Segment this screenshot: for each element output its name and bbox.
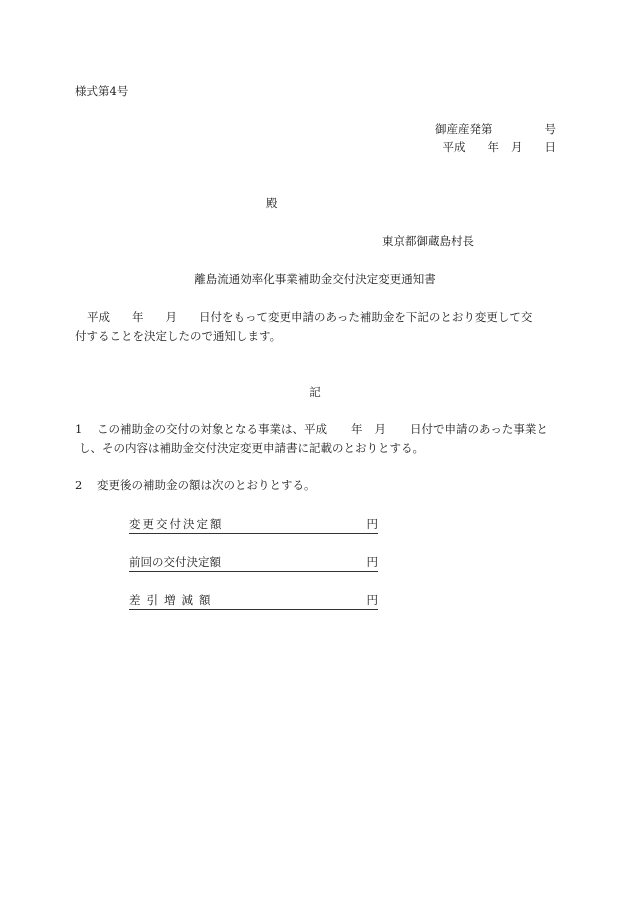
document-number-prefix: 御産産発第 <box>435 122 493 136</box>
form-number: 様式第4号 <box>75 84 129 98</box>
amount-label: 差引増減額 <box>129 593 217 607</box>
document-number-suffix: 号 <box>544 122 556 136</box>
date-month: 月 <box>511 140 523 154</box>
document-date <box>443 142 557 154</box>
item-2-number: 2 <box>75 478 83 492</box>
date-year: 年 <box>487 140 499 154</box>
item-1-text-b: 日付で申請のあった事業と <box>410 422 548 436</box>
item-2-text: 変更後の補助金の額は次のとおりとする。 <box>97 478 316 492</box>
item-1-line-2: し、その内容は補助金交付決定変更申請書に記載のとおりとする。 <box>79 441 424 455</box>
body-year: 年 <box>132 310 144 324</box>
amount-unit: 円 <box>366 593 378 607</box>
date-day: 日 <box>544 140 556 154</box>
item-1-month: 月 <box>374 422 386 436</box>
body-line-1-rest: 日付をもって変更申請のあった補助金を下記のとおり変更して交 <box>199 310 533 324</box>
item-1-line-1 <box>75 424 548 436</box>
date-era: 平成 <box>442 140 466 154</box>
body-line-2: 付することを決定したので通知します。 <box>75 329 282 343</box>
amount-label: 前回の交付決定額 <box>129 555 221 569</box>
amount-row-difference <box>129 595 378 610</box>
item-1-text-a: この補助金の交付の対象となる事業は、平成 <box>97 422 327 436</box>
ki-heading: 記 <box>309 385 321 399</box>
document-title: 離島流通効率化事業補助金交付決定変更通知書 <box>194 272 436 286</box>
amount-row-previous-decision <box>129 557 378 572</box>
body-month: 月 <box>165 310 177 324</box>
sender-name: 東京都御蔵島村長 <box>382 234 474 248</box>
amount-unit: 円 <box>366 555 378 569</box>
item-2 <box>75 480 316 492</box>
item-1-year: 年 <box>351 422 363 436</box>
amount-unit: 円 <box>366 517 378 531</box>
amount-row-changed-decision <box>129 519 378 534</box>
addressee-honorific: 殿 <box>266 196 278 210</box>
body-line-1 <box>75 312 532 324</box>
document-number <box>435 124 556 136</box>
body-era: 平成 <box>87 310 110 324</box>
item-1-number: 1 <box>75 422 83 436</box>
amount-label: 変更交付決定額 <box>129 517 224 531</box>
